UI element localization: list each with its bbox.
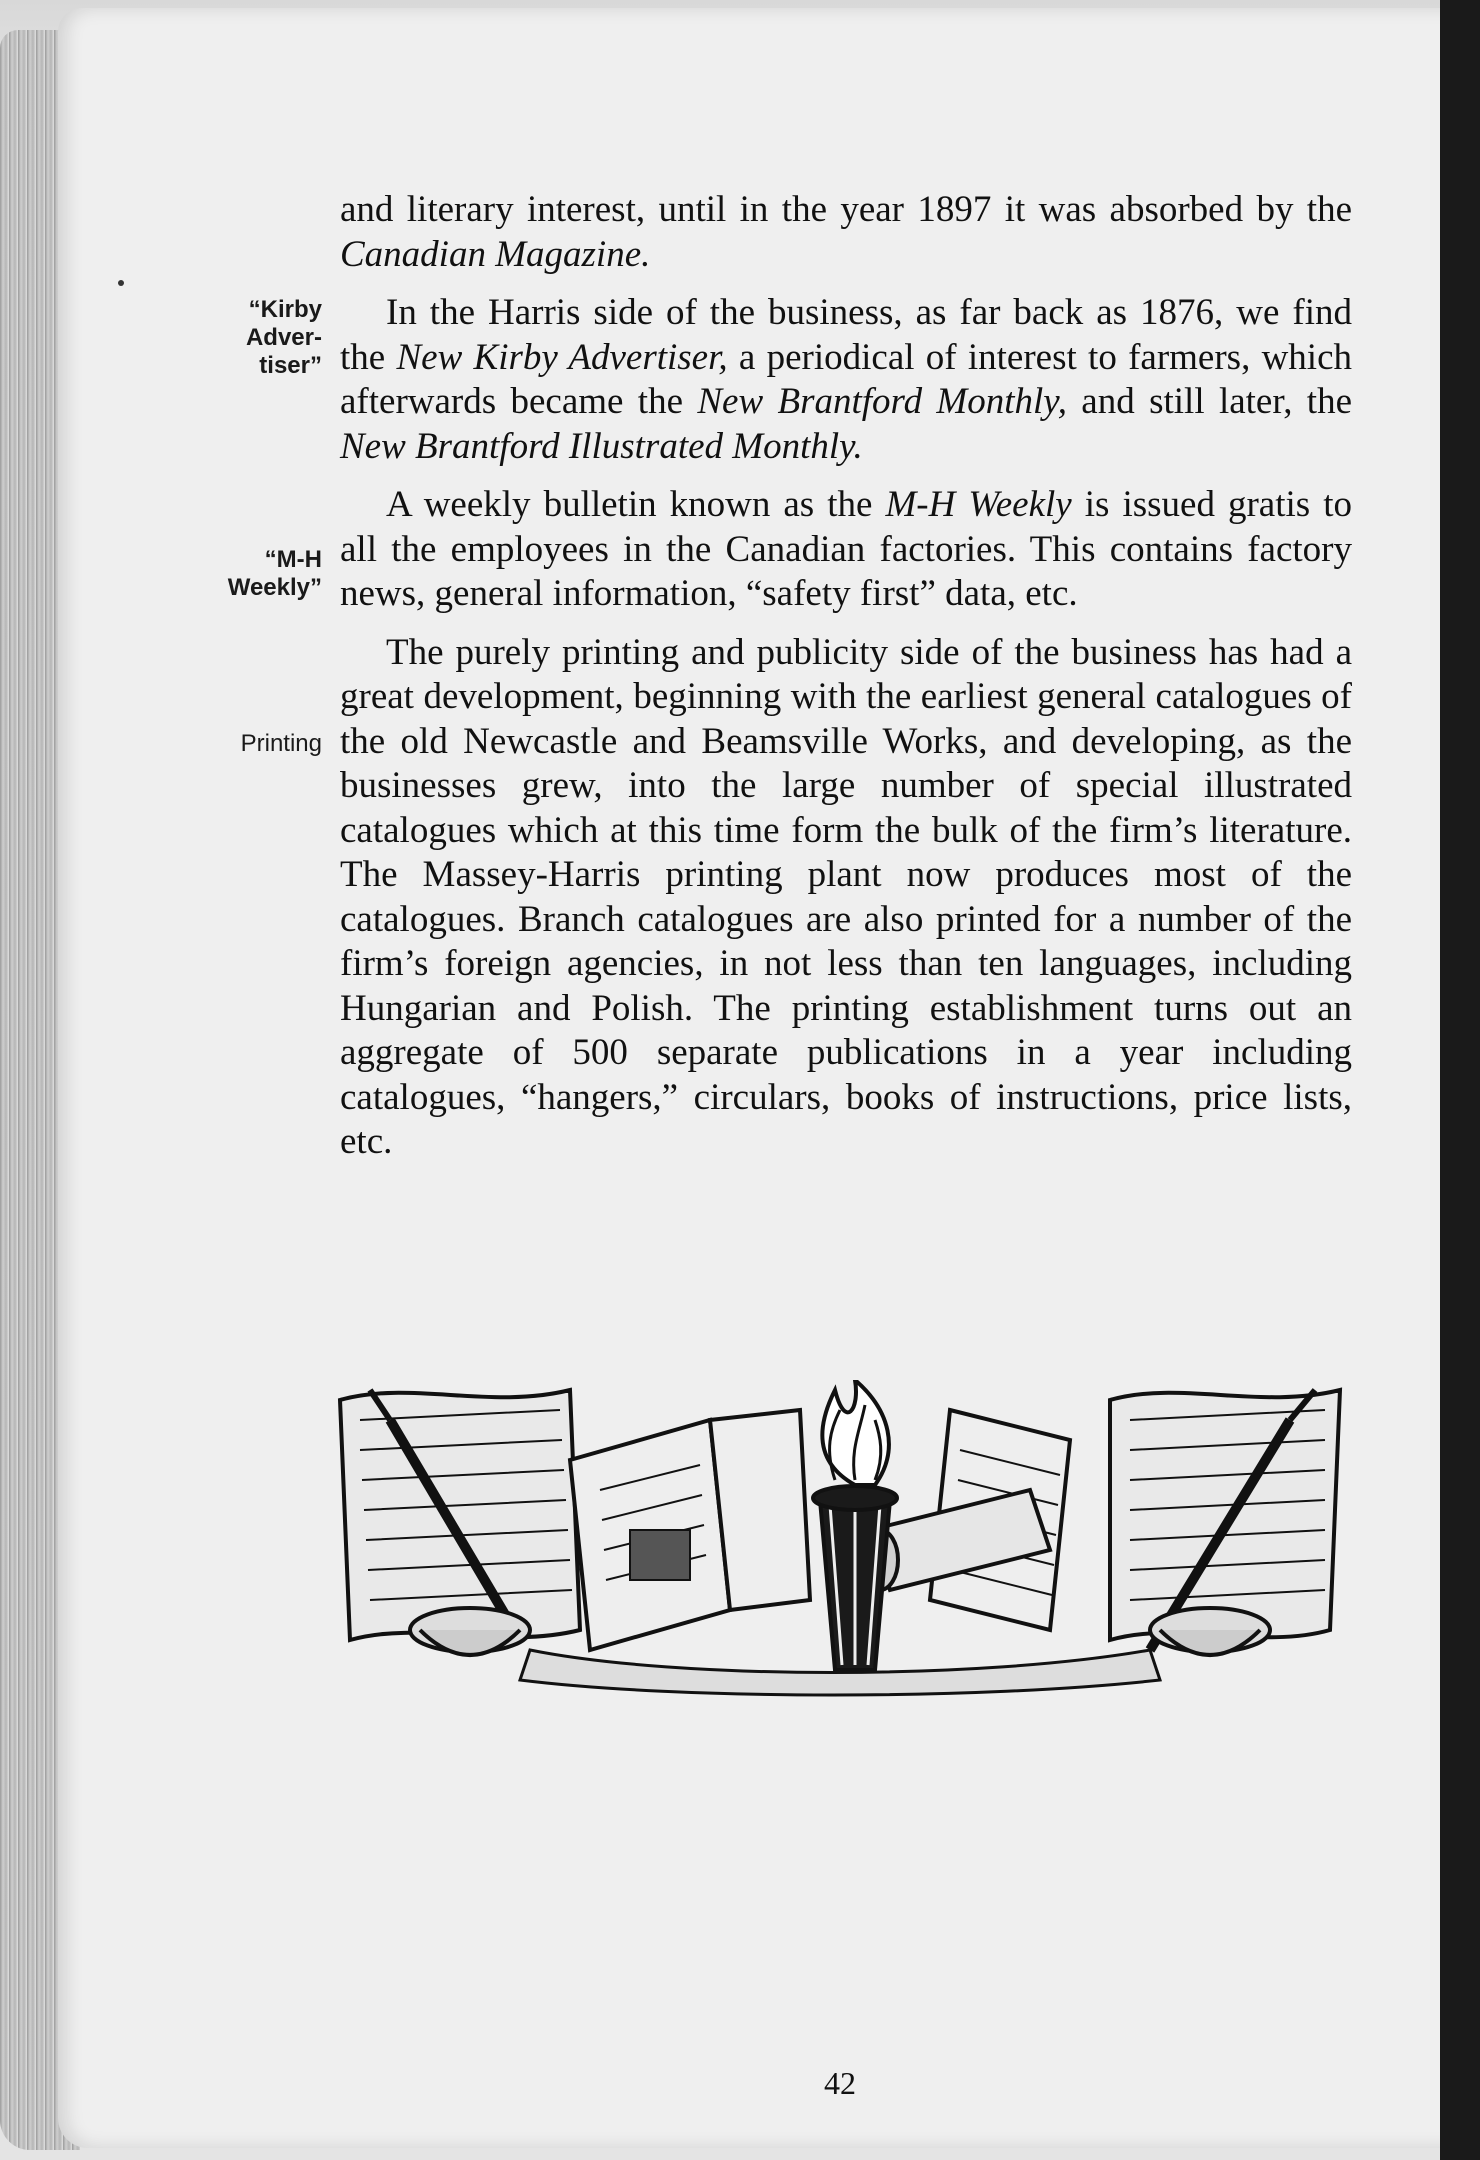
text-run: and still later, the [1066,381,1352,422]
margin-note-kirby-advertiser [172,296,322,380]
text-run: In the Harris side of the business, as far back as 1876, we find the [340,292,1352,378]
margin-note-line: tiser” [259,352,322,379]
text-run: and literary interest, until in the year 1897 it was absorbed by the [340,189,1352,230]
text-run: a periodical of interest to farmers, which afterwards became the [340,336,1352,422]
paragraph-kirby-advertiser [340,291,1352,469]
text-run: is issued gratis to all the employees in the Canadian factories. This contains factory news, general information, “safety first” data, etc. [340,484,1352,614]
text-run: A weekly bulletin known as the [386,484,886,525]
margin-note-line: Adver- [245,324,322,351]
text-run: The purely printing and publicity side of the business has had a great development, beginning with the earliest general catalogues of the old Newcastle and Beamsville Works, and developing, as the businesses grew, into the large number of special illustrated catalogues which at this time form the bulk of the firm’s literature. The Massey-Harris printing plant now produces most of the catalogues. Branch catalogues are also printed for a number of the firm’s foreign agencies, in not less than ten languages, including Hungarian and Polish. The printing establishment turns out an aggregate of 500 separate publications in a year including catalogues, “hangers,” circulars, books of instructions, price lists, etc. [340,631,1352,1162]
dark-margin [1440,0,1480,2160]
text-italic: New Brantford Monthly, [697,381,1067,422]
text-italic: New Kirby Advertiser, [396,336,728,378]
body-text [340,188,1352,1165]
margin-note-line: “Kirby [248,296,322,323]
printing-ornament-icon [330,1380,1350,1700]
margin-note-printing: Printing [240,730,322,757]
paragraph-1 [340,188,1352,277]
page-number: 42 [824,2065,856,2101]
paragraph-mh-weekly [340,483,1352,617]
text-italic: New Brantford Illustrated Monthly. [340,425,863,467]
ink-speck [118,280,124,286]
margin-note-line: Weekly” [227,574,322,601]
paragraph-printing [340,631,1352,1165]
text-italic: M-H Weekly [885,484,1072,525]
margin-note-mh-weekly [172,546,322,602]
margin-note-line: “M-H [264,546,322,573]
text-italic: Canadian Magazine. [340,233,651,275]
